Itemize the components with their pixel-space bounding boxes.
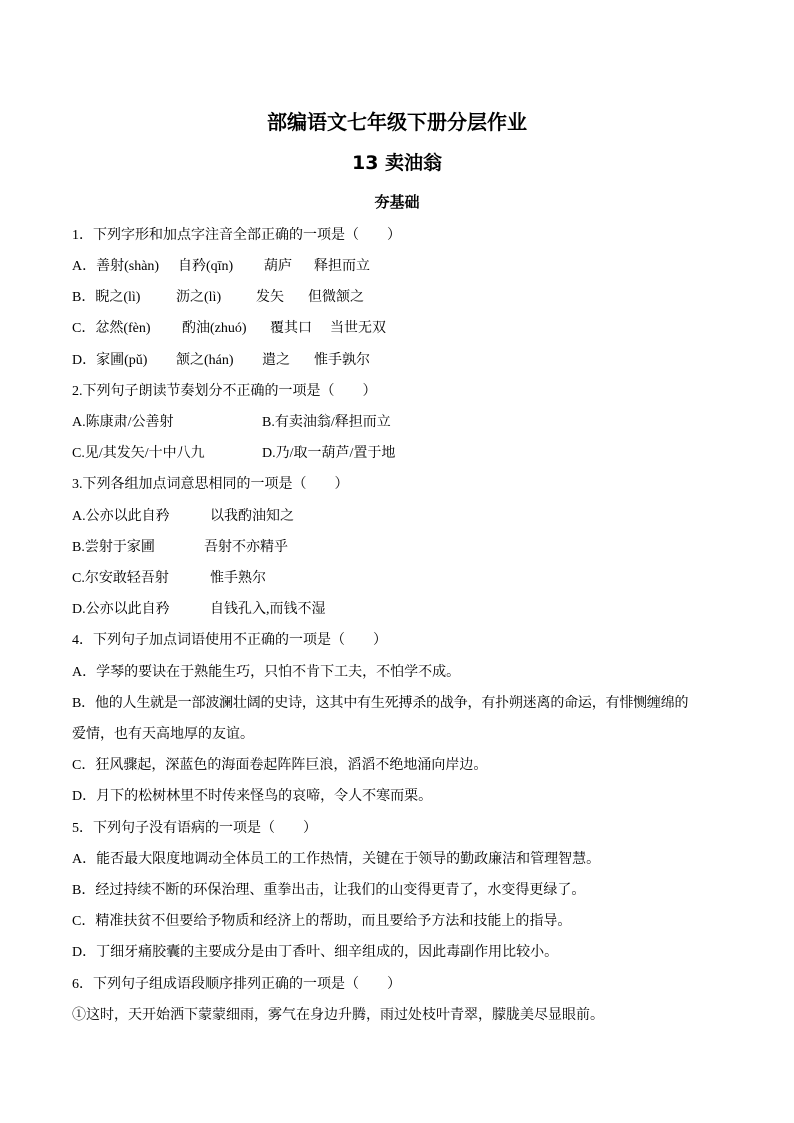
q2-option-b: B.有卖油翁/释担而立 <box>262 415 391 430</box>
q3-b-left: B.尝射于家圃 <box>72 540 155 555</box>
q1-a-term2: 自矜(qīn) <box>178 259 234 274</box>
q1-b-term2: 沥之(lì) <box>176 290 222 305</box>
q1-c-term3: 覆其口 <box>270 321 312 336</box>
q4-option-a: A．学琴的要诀在于熟能生巧，只怕不肯下工夫，不怕学不成。 <box>72 665 461 680</box>
q2-option-d: D.乃/取一葫芦/置于地 <box>262 446 396 461</box>
q3-c-left: C.尔安敢轻吾射 <box>72 571 169 586</box>
q1-d-term4: 惟手孰尔 <box>314 353 370 368</box>
q1-b-term4: 但微颔之 <box>308 290 364 305</box>
q3-a-right: 以我酌油知之 <box>210 509 294 524</box>
q6-stem: 6．下列句子组成语段顺序排列正确的一项是（ ） <box>72 977 401 992</box>
q2-option-a: A.陈康肃/公善射 <box>72 415 174 430</box>
q4-option-c: C．狂风骤起，深蓝色的海面卷起阵阵巨浪，滔滔不绝地涌向岸边。 <box>72 758 488 773</box>
q1-c-term1: C．忿然(fèn) <box>72 321 151 336</box>
q2-stem: 2.下列句子朗读节奏划分不正确的一项是（ ） <box>72 384 377 399</box>
q3-b-right: 吾射不亦精乎 <box>204 540 288 555</box>
q3-d-right: 自钱孔入,而钱不湿 <box>210 602 326 617</box>
q5-stem: 5．下列句子没有语病的一项是（ ） <box>72 821 317 836</box>
q1-d-term1: D．家圃(pǔ) <box>72 353 148 368</box>
q5-option-d: D．丁细牙痛胶囊的主要成分是由丁香叶、细辛组成的，因此毒副作用比较小。 <box>72 945 559 960</box>
q5-option-c: C．精准扶贫不但要给予物质和经济上的帮助，而且要给予方法和技能上的指导。 <box>72 914 572 929</box>
q3-c-right: 惟手熟尔 <box>210 571 266 586</box>
q1-b-term1: B．睨之(lì) <box>72 290 141 305</box>
q4-option-b-line2: 爱情，也有天高地厚的友谊。 <box>72 727 254 742</box>
q1-d-term2: 颔之(hán) <box>176 353 234 368</box>
q1-a-term3: 葫庐 <box>264 259 292 274</box>
q1-a-term4: 释担而立 <box>314 259 370 274</box>
q1-b-term3: 发矢 <box>256 290 284 305</box>
q6-sentence-1: ①这时，天开始洒下蒙蒙细雨，雾气在身边升腾，雨过处枝叶青翠，朦胧美尽显眼前。 <box>72 1008 604 1023</box>
worksheet-title: 部编语文七年级下册分层作业 <box>267 110 527 134</box>
q5-option-b: B．经过持续不断的环保治理、重拳出击，让我们的山变得更青了，水变得更绿了。 <box>72 883 586 898</box>
section-heading: 夯基础 <box>374 193 420 211</box>
q4-option-b-line1: B．他的人生就是一部波澜壮阔的史诗，这其中有生死搏杀的战争，有扑朔迷离的命运，有悱恻缠绵的 <box>72 696 689 711</box>
q1-stem: 1．下列字形和加点字注音全部正确的一项是（ ） <box>72 228 401 243</box>
q1-d-term3: 遣之 <box>262 353 290 368</box>
q2-option-c: C.见/其发矢/十中八九 <box>72 446 205 461</box>
q4-option-d: D．月下的松树林里不时传来怪鸟的哀啼，令人不寒而栗。 <box>72 789 433 804</box>
q3-stem: 3.下列各组加点词意思相同的一项是（ ） <box>72 477 349 492</box>
q4-stem: 4．下列句子加点词语使用不正确的一项是（ ） <box>72 633 387 648</box>
q3-a-left: A.公亦以此自矜 <box>72 509 170 524</box>
q1-c-term4: 当世无双 <box>330 321 386 336</box>
q3-d-left: D.公亦以此自矜 <box>72 602 170 617</box>
lesson-title: 13 卖油翁 <box>351 152 443 174</box>
q1-c-term2: 酌油(zhuó) <box>182 321 247 336</box>
q1-a-term1: A．善射(shàn) <box>72 259 160 274</box>
q5-option-a: A．能否最大限度地调动全体员工的工作热情，关键在于领导的勤政廉洁和管理智慧。 <box>72 852 601 867</box>
